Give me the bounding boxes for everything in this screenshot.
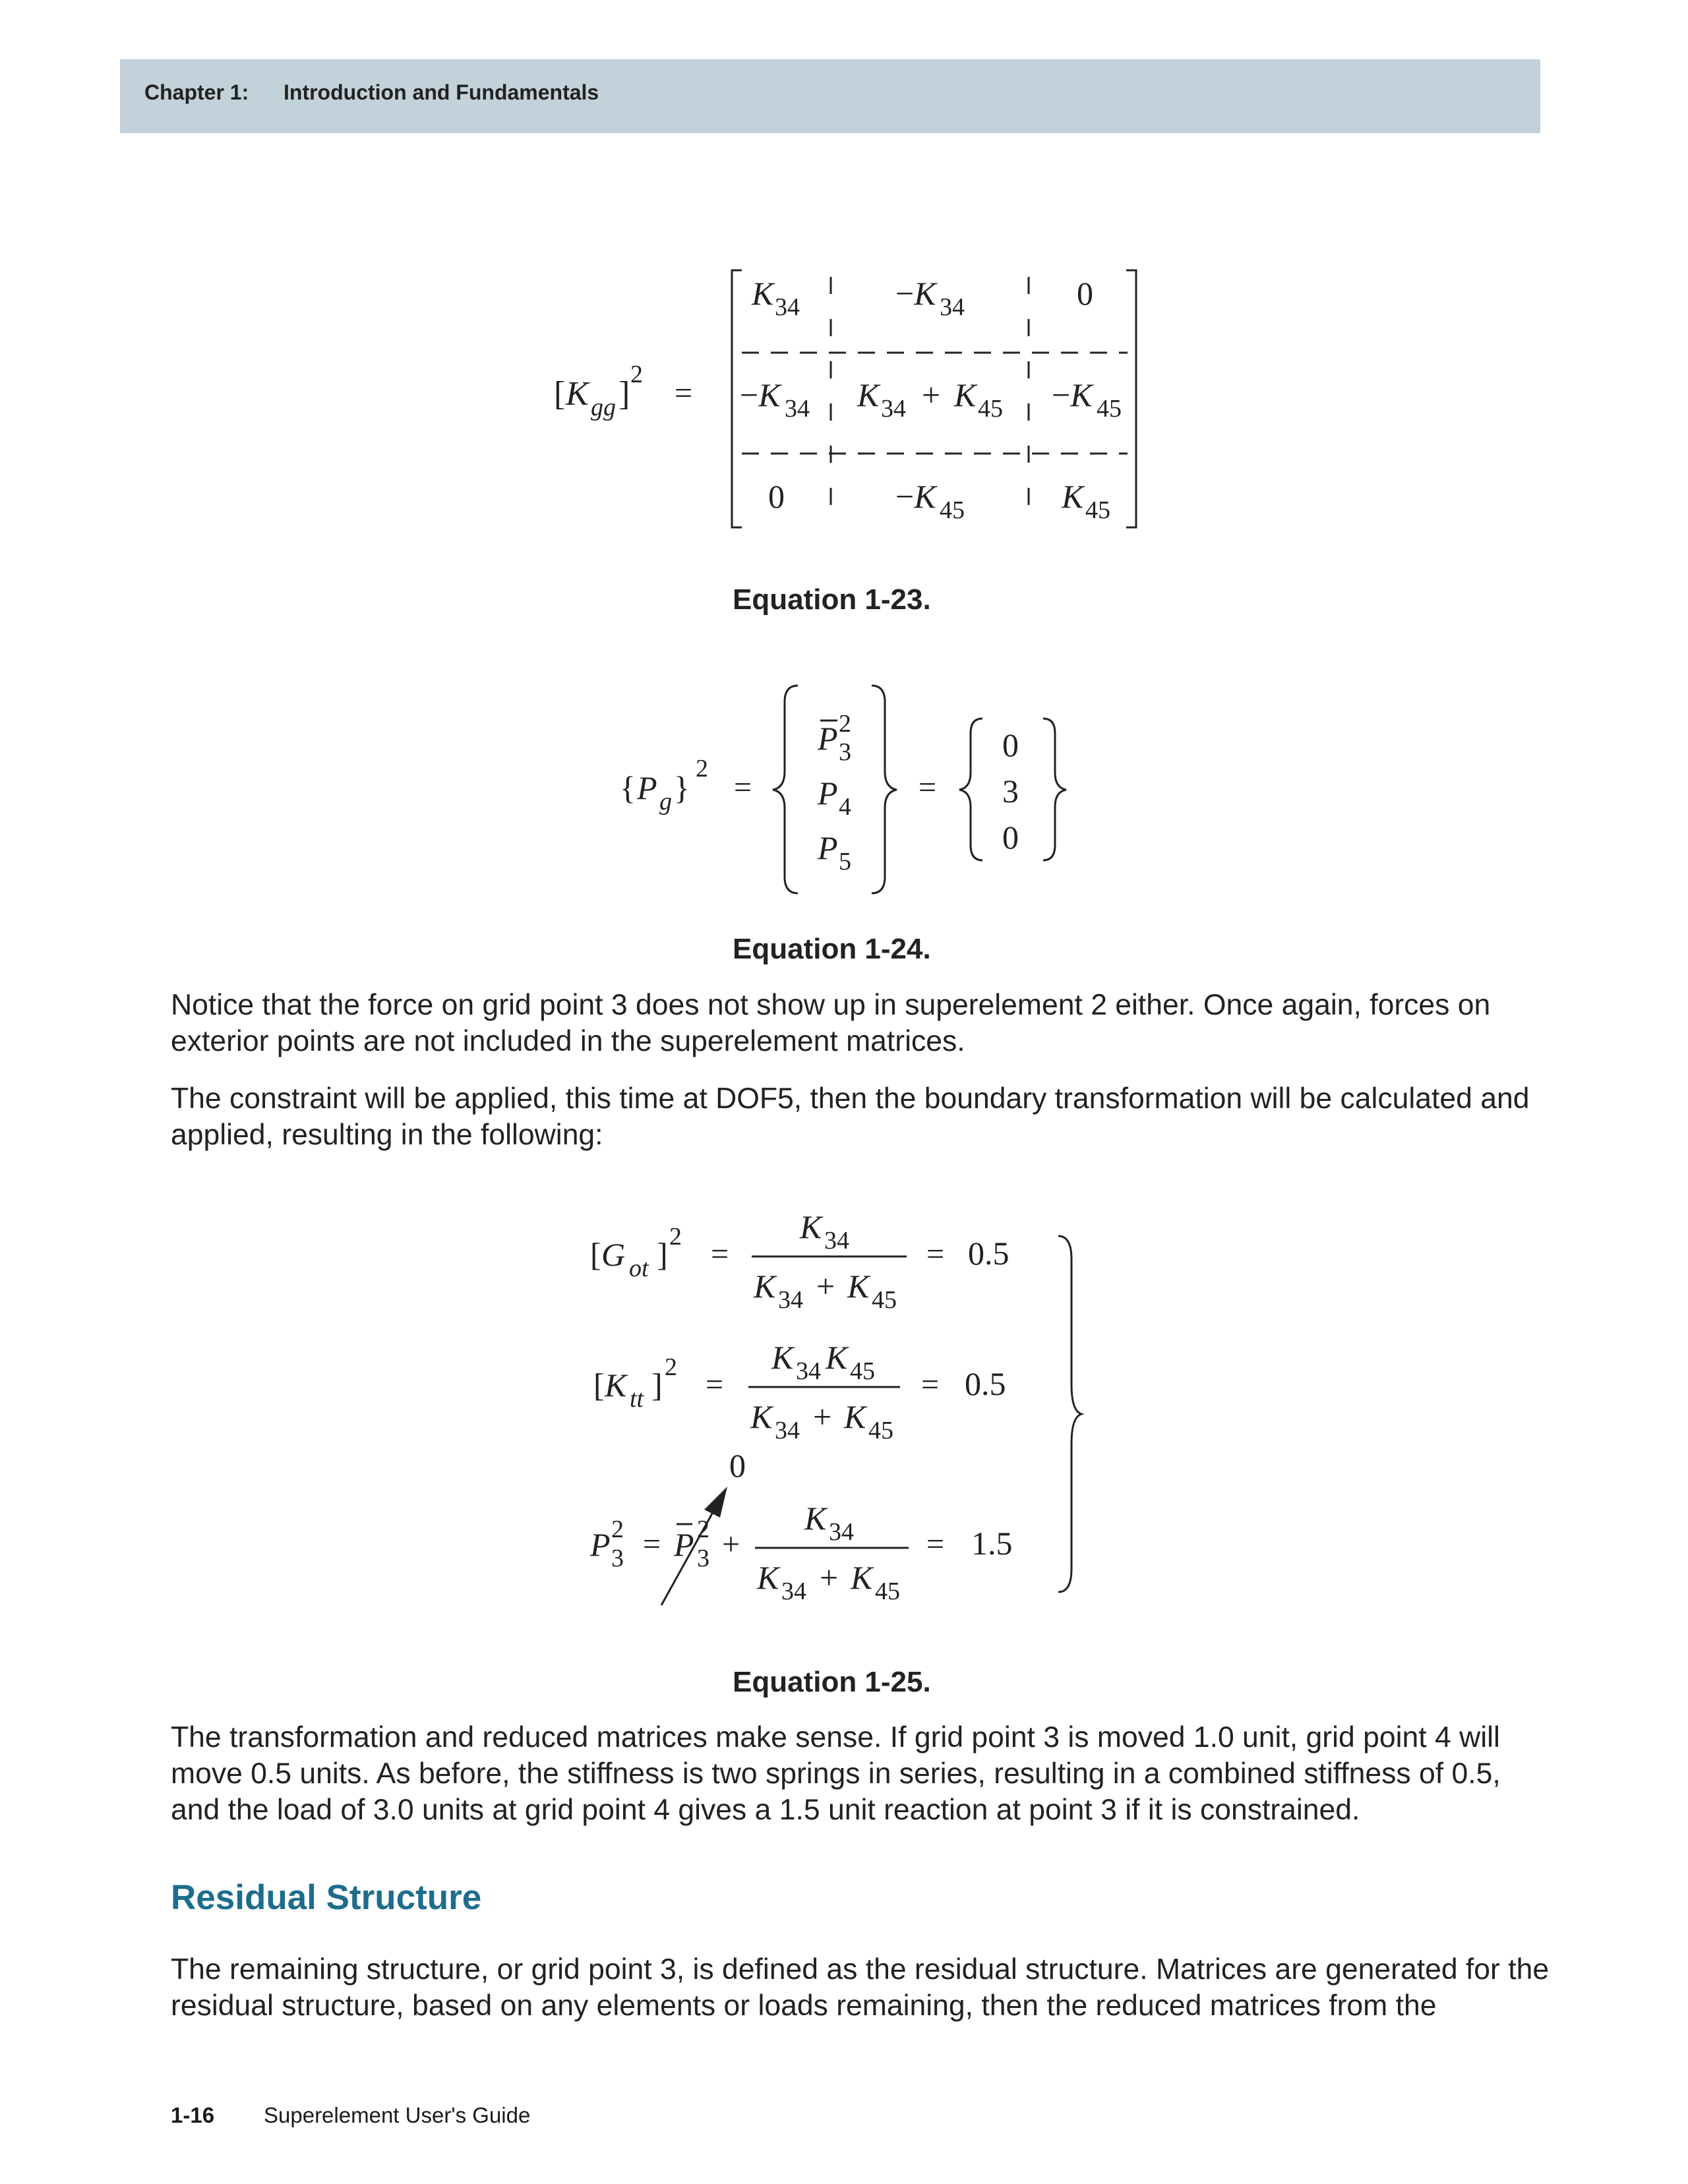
- svg-text:34: 34: [775, 1417, 800, 1444]
- svg-text:2: 2: [669, 1223, 682, 1251]
- svg-text:2: 2: [697, 1516, 709, 1543]
- load-vector-value-3: 0: [1002, 819, 1019, 856]
- paragraph-transformation: The transformation and reduced matrices make sense. If grid point 3 is moved 1.0 unit, grid point 4 will move 0.5 units. As before, the stiffness is two springs in series, resulting in a combined stiffness of 0.5, and the load of 3.0 units at grid point 4 gives a 1.5 unit reaction at point 3 if it is constrained.: [171, 1721, 1501, 1826]
- svg-text:{: {: [620, 769, 636, 806]
- svg-text:45: 45: [875, 1578, 900, 1605]
- svg-text:K: K: [1062, 478, 1084, 515]
- svg-text:4: 4: [839, 793, 851, 821]
- svg-text:=: =: [926, 1237, 945, 1272]
- chapter-label: Chapter 1:: [144, 80, 249, 104]
- equation-1-24-vector: [0, 672, 1688, 910]
- svg-text:g: g: [659, 788, 672, 815]
- svg-text:5: 5: [839, 848, 851, 875]
- chapter-title: Introduction and Fundamentals: [284, 80, 599, 104]
- result-p3: 1.5: [971, 1525, 1013, 1562]
- svg-text:45: 45: [1097, 395, 1122, 423]
- svg-text:[: [: [590, 1236, 601, 1273]
- svg-text:K: K: [804, 1500, 827, 1537]
- svg-text:2: 2: [630, 361, 643, 388]
- svg-text:P: P: [818, 775, 838, 812]
- svg-text:]: ]: [657, 1236, 668, 1273]
- svg-text:34: 34: [796, 1357, 821, 1385]
- svg-text:2: 2: [839, 710, 851, 738]
- svg-text:K: K: [752, 275, 774, 312]
- result-ktt: 0.5: [965, 1365, 1006, 1402]
- svg-text:45: 45: [1085, 496, 1110, 524]
- svg-text:−K: −K: [895, 275, 936, 312]
- svg-text:45: 45: [872, 1286, 897, 1314]
- svg-text:45: 45: [850, 1357, 875, 1385]
- svg-text:K: K: [605, 1367, 627, 1403]
- svg-text:=: =: [711, 1237, 729, 1272]
- svg-text:−K: −K: [895, 478, 936, 515]
- svg-text:34: 34: [940, 293, 965, 321]
- svg-text:K: K: [757, 1559, 779, 1596]
- svg-text:+: +: [922, 376, 941, 413]
- svg-text:+: +: [813, 1398, 832, 1435]
- svg-text:−K: −K: [1052, 376, 1093, 413]
- equation-1-23-caption: Equation 1-23.: [733, 583, 931, 616]
- svg-text:=: =: [706, 1367, 724, 1402]
- svg-text:K: K: [800, 1208, 822, 1245]
- svg-text:3: 3: [697, 1545, 709, 1572]
- svg-text:P: P: [590, 1526, 611, 1563]
- svg-text:G: G: [601, 1236, 626, 1273]
- svg-text:34: 34: [881, 395, 906, 423]
- svg-text:=: =: [643, 1527, 661, 1562]
- equation-1-24-caption: Equation 1-24.: [733, 933, 931, 965]
- svg-text:=: =: [919, 770, 937, 805]
- svg-text:K: K: [826, 1339, 848, 1376]
- section-heading-residual-structure: Residual Structure: [171, 1878, 482, 1917]
- svg-text:34: 34: [775, 293, 800, 321]
- svg-text:]: ]: [651, 1367, 663, 1403]
- svg-text:K: K: [851, 1559, 873, 1596]
- load-vector-value-1: 0: [1002, 726, 1019, 763]
- paragraph-exterior-forces: Notice that the force on grid point 3 does not show up in superelement 2 either. Once again, forces on exterior points are not included in the superelement matrices.: [171, 989, 1491, 1057]
- svg-text:K: K: [754, 1268, 776, 1305]
- crossed-out-zero: 0: [729, 1447, 746, 1484]
- svg-text:[: [: [593, 1367, 605, 1403]
- svg-text:0: 0: [1077, 275, 1093, 312]
- svg-text:]: ]: [618, 375, 630, 413]
- svg-text:K: K: [750, 1398, 773, 1435]
- svg-text:+: +: [820, 1559, 839, 1596]
- paragraph-constraint: The constraint will be applied, this time at DOF5, then the boundary transformation will be calculated and applied, resulting in the following:: [171, 1082, 1530, 1151]
- svg-text:3: 3: [611, 1545, 624, 1572]
- equation-1-23-matrix: [0, 0, 1688, 580]
- svg-text:K: K: [566, 375, 589, 413]
- svg-text:2: 2: [611, 1516, 624, 1543]
- svg-text:gg: gg: [591, 394, 616, 421]
- svg-text:0: 0: [768, 478, 785, 515]
- svg-text:P: P: [637, 769, 657, 806]
- svg-text:K: K: [857, 376, 880, 413]
- svg-text:P: P: [674, 1526, 694, 1563]
- result-got: 0.5: [968, 1235, 1010, 1272]
- equation-1-25-caption: Equation 1-25.: [733, 1666, 931, 1698]
- equation-1-25-system: [0, 1187, 1688, 1622]
- svg-text:ot: ot: [629, 1254, 649, 1282]
- svg-text:45: 45: [940, 496, 965, 524]
- svg-text:34: 34: [785, 395, 810, 423]
- svg-text:K: K: [847, 1268, 870, 1305]
- footer-page-number: 1-16: [171, 2103, 215, 2127]
- svg-text:3: 3: [839, 738, 851, 766]
- svg-text:P: P: [818, 720, 838, 757]
- svg-text:[: [: [554, 375, 566, 413]
- svg-text:+: +: [722, 1527, 740, 1562]
- svg-text:34: 34: [781, 1578, 806, 1605]
- svg-text:=: =: [926, 1527, 945, 1562]
- svg-text:K: K: [954, 376, 977, 413]
- svg-text:=: =: [675, 376, 693, 411]
- svg-text:45: 45: [978, 395, 1003, 423]
- footer-document-title: Superelement User's Guide: [264, 2103, 531, 2127]
- svg-text:−K: −K: [740, 376, 781, 413]
- svg-text:2: 2: [665, 1353, 677, 1381]
- svg-text:}: }: [674, 769, 690, 806]
- svg-text:34: 34: [778, 1286, 803, 1314]
- svg-text:K: K: [844, 1398, 866, 1435]
- svg-text:34: 34: [829, 1518, 854, 1546]
- svg-text:45: 45: [868, 1417, 893, 1444]
- svg-text:tt: tt: [630, 1385, 644, 1413]
- svg-text:=: =: [921, 1367, 940, 1402]
- svg-text:+: +: [816, 1268, 835, 1305]
- load-vector-value-2: 3: [1002, 773, 1019, 810]
- svg-text:=: =: [734, 770, 752, 805]
- svg-text:K: K: [771, 1339, 794, 1376]
- svg-text:P: P: [818, 829, 838, 866]
- svg-text:34: 34: [824, 1227, 849, 1254]
- svg-text:2: 2: [696, 755, 708, 782]
- paragraph-residual-structure: The remaining structure, or grid point 3, is defined as the residual structure. Matrices are generated for the residual structure, based on any elements or loads remaining, then the reduced matrices from the: [171, 1953, 1550, 2022]
